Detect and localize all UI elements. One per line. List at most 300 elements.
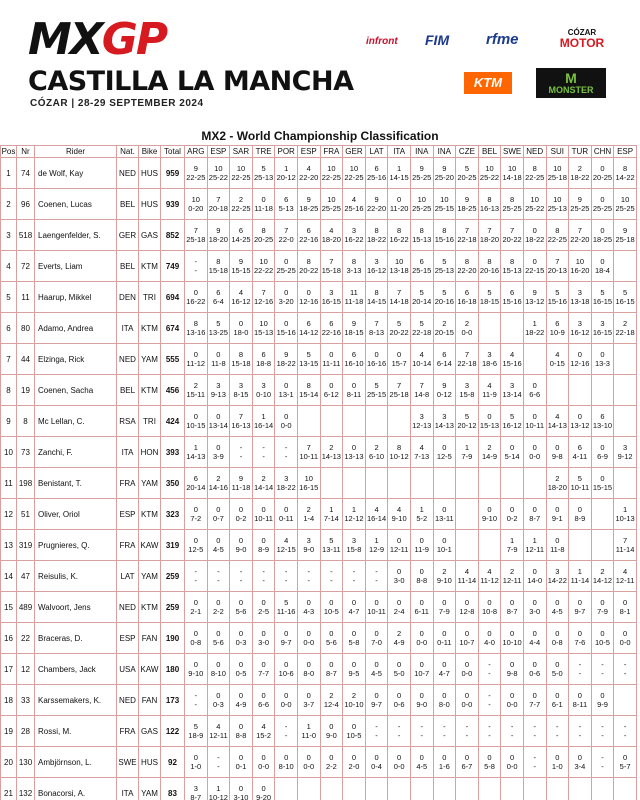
cell-round-result (501, 344, 524, 375)
cell-number: 96 (17, 189, 35, 220)
round-race-points: 10-7 (414, 669, 430, 678)
round-race-points: 25-25 (502, 204, 522, 213)
round-points: 8 (487, 257, 492, 266)
round-race-points: - (601, 731, 604, 740)
round-race-points: 16-10 (344, 359, 364, 368)
round-race-points: 20-22 (389, 328, 409, 337)
round-points: 0 (532, 567, 537, 576)
cell-rider: Rossi, M. (35, 716, 117, 747)
cell-round-result (523, 158, 546, 189)
round-points: 0 (306, 691, 311, 700)
cell-round-result (501, 189, 524, 220)
round-race-points: 16-15 (299, 483, 319, 492)
round-race-points: 12-12 (344, 514, 364, 523)
cell-round-result (569, 375, 592, 406)
round-race-points: 13-16 (186, 328, 206, 337)
round-points: 0 (284, 629, 289, 638)
cell-round-result (365, 778, 388, 800)
round-race-points: - (284, 452, 288, 461)
round-points: 3 (351, 536, 357, 545)
round-points: 8 (532, 164, 537, 173)
round-race-points: 15-16 (502, 297, 522, 306)
round-race-points: 25-22 (525, 204, 545, 213)
cell-position: 16 (1, 623, 17, 654)
table-row (1, 251, 637, 282)
round-race-points: 10-14 (412, 359, 432, 368)
round-race-points: 14-13 (186, 452, 206, 461)
cell-round-result (207, 499, 230, 530)
round-race-points: 9-13 (210, 390, 226, 399)
round-race-points: 2-5 (258, 607, 269, 616)
round-race-points: 25-15 (434, 204, 454, 213)
round-points: 0 (532, 505, 537, 514)
round-race-points: - (397, 731, 401, 740)
cell-round-result (252, 437, 275, 468)
round-points: 1 (329, 505, 334, 514)
cell-round-result (456, 468, 479, 499)
cell-round-result (478, 716, 501, 747)
round-points: 0 (442, 629, 447, 638)
round-race-points: 8-11 (572, 700, 588, 709)
round-points: 0 (374, 598, 379, 607)
cell-total: 259 (161, 561, 185, 592)
round-points: 8 (419, 226, 424, 235)
monster-logo-text: MONSTER (548, 85, 594, 95)
round-points: 2 (238, 195, 244, 204)
cell-round-result (207, 437, 230, 468)
round-race-points: 16-20 (570, 266, 590, 275)
round-race-points: 15-18 (321, 266, 341, 275)
cell-round-result (185, 654, 208, 685)
cell-round-result (478, 406, 501, 437)
cell-round-result (501, 251, 524, 282)
round-points: 0 (261, 536, 266, 545)
round-race-points: 0-20 (188, 204, 204, 213)
round-points: 3 (284, 474, 289, 483)
column-header: BEL (478, 146, 501, 158)
round-race-points: - (330, 576, 333, 585)
cell-round-result (569, 654, 592, 685)
cell-nationality: FRA (117, 530, 139, 561)
column-header: POR (275, 146, 298, 158)
round-points: 0 (532, 598, 537, 607)
cell-rider: Coenen, Lucas (35, 189, 117, 220)
round-race-points: 1-0 (551, 762, 563, 771)
round-race-points: 0-0 (506, 762, 518, 771)
cell-round-result (456, 530, 479, 561)
cell-total: 92 (161, 747, 185, 778)
round-points: 3 (306, 536, 311, 545)
column-header: CZE (456, 146, 479, 158)
round-points: 0 (532, 660, 537, 669)
round-race-points: 0-7 (212, 514, 224, 523)
table-row (1, 189, 637, 220)
cell-total: 83 (161, 778, 185, 800)
cell-round-result (365, 561, 388, 592)
round-points: 5 (193, 722, 198, 731)
cell-round-result (185, 251, 208, 282)
round-race-points: 10-11 (570, 483, 590, 492)
round-points: 0 (464, 691, 469, 700)
round-points: - (307, 567, 311, 576)
cell-position: 5 (1, 282, 17, 313)
round-points: 7 (397, 381, 402, 390)
round-race-points: - (375, 731, 378, 740)
round-race-points: 7-9 (438, 607, 450, 616)
cell-round-result (478, 561, 501, 592)
cell-round-result (207, 344, 230, 375)
cell-round-result (388, 406, 411, 437)
table-row (1, 685, 637, 716)
round-points: 2 (329, 443, 334, 452)
round-points: 4 (216, 722, 221, 731)
round-race-points: 18-4 (594, 266, 610, 275)
round-race-points: 9-7 (574, 607, 586, 616)
cell-round-result (297, 344, 320, 375)
cell-round-result (523, 189, 546, 220)
cell-position: 12 (1, 499, 17, 530)
round-race-points: 25-25 (592, 204, 613, 213)
column-header: Rider (35, 146, 117, 158)
table-row (1, 561, 637, 592)
cell-round-result (569, 623, 592, 654)
cell-round-result (569, 344, 592, 375)
round-race-points: 18-20 (479, 235, 500, 244)
round-points: 7 (193, 226, 198, 235)
cell-round-result (478, 313, 501, 344)
round-race-points: 9-8 (551, 452, 563, 461)
cell-round-result (591, 623, 614, 654)
round-race-points: 12-9 (369, 545, 385, 554)
cell-round-result (275, 654, 298, 685)
round-points: 4 (374, 505, 379, 514)
cell-round-result (207, 220, 230, 251)
round-race-points: 20-22 (502, 235, 522, 244)
cell-round-result (388, 158, 411, 189)
round-points: 9 (622, 226, 628, 235)
cell-round-result (185, 282, 208, 313)
cell-round-result (501, 375, 524, 406)
round-points: 0 (329, 350, 334, 359)
round-points: 4 (419, 350, 424, 359)
round-race-points: 11-14 (570, 576, 590, 585)
round-points: 0 (532, 629, 537, 638)
cell-round-result (388, 282, 411, 313)
column-header: TUR (569, 146, 592, 158)
round-points: 0 (193, 505, 198, 514)
cell-round-result (230, 778, 253, 800)
round-points: 0 (284, 691, 289, 700)
round-race-points: 5-6 (325, 638, 337, 647)
column-header: NED (523, 146, 546, 158)
round-race-points: 25-25 (412, 204, 432, 213)
round-race-points: 8-10 (210, 669, 226, 678)
round-race-points: 22-25 (344, 173, 364, 182)
round-points: 9 (374, 195, 379, 204)
round-points: - (397, 722, 401, 731)
cell-round-result (478, 499, 501, 530)
round-race-points: 10-13 (615, 514, 635, 523)
round-points: 8 (510, 257, 515, 266)
round-race-points: 14-0 (527, 576, 543, 585)
cell-round-result (614, 654, 637, 685)
round-points: 8 (442, 226, 447, 235)
round-points: 7 (555, 257, 560, 266)
cell-round-result (207, 406, 230, 437)
round-points: 0 (261, 660, 266, 669)
cell-round-result (297, 623, 320, 654)
cell-round-result (252, 220, 275, 251)
round-race-points: 14-22 (615, 173, 635, 182)
table-title: MX2 - World Championship Classification (201, 129, 439, 143)
round-points: - (239, 567, 243, 576)
cell-total: 424 (161, 406, 185, 437)
round-race-points: 5-14 (504, 452, 520, 461)
round-points: 2 (600, 567, 605, 576)
round-race-points: - (601, 669, 604, 678)
round-points: 0 (577, 753, 582, 762)
round-points: 7 (397, 288, 402, 297)
cell-round-result (591, 778, 614, 800)
round-points: - (488, 660, 491, 669)
round-points: 3 (238, 381, 244, 390)
round-points: 0 (464, 753, 469, 762)
round-race-points: - (510, 731, 514, 740)
round-race-points: 14-15 (366, 297, 387, 306)
cell-round-result (185, 189, 208, 220)
round-race-points: 6-7 (461, 762, 473, 771)
round-race-points: 13-12 (525, 297, 545, 306)
round-points: 0 (510, 598, 515, 607)
round-race-points: 4-9 (393, 638, 405, 647)
cell-round-result (275, 530, 298, 561)
cell-round-result (501, 561, 524, 592)
cell-bike: KTM (139, 375, 161, 406)
round-points: 6 (419, 257, 424, 266)
round-race-points: 0-0 (393, 762, 405, 771)
round-race-points: 18-22 (366, 235, 387, 244)
round-points: 0 (374, 691, 379, 700)
monster-logo-mark: M (565, 70, 577, 86)
cell-round-result (456, 220, 479, 251)
round-race-points: 25-18 (547, 173, 567, 182)
cell-round-result (297, 251, 320, 282)
cell-round-result (207, 189, 230, 220)
cell-round-result (410, 685, 433, 716)
cell-round-result (230, 468, 253, 499)
cell-nationality: ESP (117, 623, 139, 654)
cell-round-result (591, 654, 614, 685)
cell-round-result (433, 375, 456, 406)
round-race-points: 25-18 (615, 235, 635, 244)
round-race-points: - (578, 731, 582, 740)
round-points: 0 (238, 319, 244, 328)
cell-round-result (410, 468, 433, 499)
round-race-points: - (194, 700, 198, 709)
round-points: 4 (510, 350, 515, 359)
cell-round-result (207, 158, 230, 189)
cell-round-result (433, 313, 456, 344)
table-row (1, 499, 637, 530)
cell-round-result (230, 189, 253, 220)
round-points: 0 (351, 722, 357, 731)
cell-round-result (275, 685, 298, 716)
cell-round-result (546, 468, 569, 499)
cell-nationality: NED (117, 592, 139, 623)
round-race-points: - (375, 576, 378, 585)
round-points: 0 (193, 350, 198, 359)
round-points: 9 (238, 474, 244, 483)
round-race-points: 7-6 (574, 638, 586, 647)
cell-round-result (320, 220, 343, 251)
cell-round-result (501, 437, 524, 468)
cell-round-result (297, 561, 320, 592)
round-points: 1 (261, 412, 266, 421)
round-race-points: 8-9 (574, 514, 586, 523)
table-row (1, 375, 637, 406)
round-points: 2 (442, 319, 447, 328)
round-race-points: 25-18 (389, 390, 409, 399)
cell-round-result (614, 189, 637, 220)
cell-round-result (478, 530, 501, 561)
round-points: 1 (351, 505, 357, 514)
round-points: 5 (464, 412, 469, 421)
round-points: 8 (261, 226, 266, 235)
cell-round-result (410, 716, 433, 747)
cell-round-result (297, 716, 320, 747)
cell-round-result (275, 623, 298, 654)
round-race-points: 25-22 (208, 173, 228, 182)
cell-round-result (433, 158, 456, 189)
cell-round-result (591, 592, 614, 623)
round-points: 10 (530, 195, 539, 204)
round-race-points: 22-25 (231, 173, 251, 182)
round-race-points: 13-25 (208, 328, 228, 337)
cell-round-result (410, 623, 433, 654)
round-points: 0 (577, 598, 582, 607)
cell-position: 20 (1, 747, 17, 778)
round-points: 10 (620, 195, 630, 204)
round-race-points: 25-15 (412, 266, 432, 275)
cell-round-result (569, 189, 592, 220)
cell-number: 198 (17, 468, 35, 499)
round-race-points: 5-8 (348, 638, 360, 647)
round-race-points: 1-6 (438, 762, 450, 771)
round-race-points: 25-13 (434, 266, 454, 275)
cell-round-result (501, 313, 524, 344)
round-race-points: 8-7 (190, 793, 202, 800)
cell-round-result (546, 251, 569, 282)
round-points: 7 (510, 226, 515, 235)
cell-round-result (569, 716, 592, 747)
cell-round-result (320, 158, 343, 189)
round-race-points: 15-2 (256, 731, 272, 740)
round-race-points: - (623, 731, 627, 740)
cell-round-result (185, 623, 208, 654)
round-points: - (601, 722, 604, 731)
cell-nationality: LAT (117, 561, 139, 592)
round-race-points: 22-25 (525, 173, 545, 182)
cell-total: 319 (161, 530, 185, 561)
round-points: 5 (419, 319, 424, 328)
round-race-points: 15-8 (346, 545, 362, 554)
round-race-points: 20-25 (253, 235, 274, 244)
cell-round-result (343, 747, 366, 778)
cell-round-result (320, 778, 343, 800)
round-points: 1 (216, 784, 221, 793)
cell-round-result (297, 530, 320, 561)
cell-round-result (275, 592, 298, 623)
round-points: 0 (397, 691, 402, 700)
round-points: 4 (555, 350, 560, 359)
cell-round-result (252, 561, 275, 592)
round-points: 0 (351, 381, 357, 390)
cell-round-result (207, 561, 230, 592)
cell-bike: YAM (139, 468, 161, 499)
cell-round-result (569, 747, 592, 778)
cell-total: 674 (161, 313, 185, 344)
cell-round-result (546, 499, 569, 530)
cell-round-result (501, 623, 524, 654)
cell-round-result (388, 189, 411, 220)
round-points: 3 (487, 350, 492, 359)
cell-round-result (410, 313, 433, 344)
round-points: 0 (442, 660, 447, 669)
cell-round-result (614, 747, 637, 778)
cell-rider: Adamo, Andrea (35, 313, 117, 344)
cell-position: 3 (1, 220, 17, 251)
round-points: 0 (464, 629, 469, 638)
round-race-points: 20-14 (186, 483, 206, 492)
cell-round-result (207, 530, 230, 561)
cell-round-result (230, 406, 253, 437)
round-points: 0 (238, 660, 244, 669)
round-race-points: 4-3 (303, 607, 315, 616)
round-points: 5 (555, 288, 560, 297)
cell-round-result (252, 530, 275, 561)
round-points: 0 (351, 753, 357, 762)
round-race-points: 2-1 (190, 607, 202, 616)
round-race-points: 0-0 (303, 638, 315, 647)
round-points: 0 (238, 598, 244, 607)
round-race-points: 0-0 (303, 762, 315, 771)
cell-round-result (207, 716, 230, 747)
round-race-points: 4-0 (484, 638, 495, 647)
round-points: 8 (238, 350, 244, 359)
cell-round-result (320, 251, 343, 282)
cell-nationality: ITA (117, 313, 139, 344)
round-race-points: 13-11 (322, 545, 341, 554)
round-race-points: 15-15 (592, 483, 613, 492)
cell-round-result (614, 313, 637, 344)
cell-round-result (320, 592, 343, 623)
cell-round-result (185, 778, 208, 800)
cell-round-result (185, 406, 208, 437)
cell-round-result (523, 468, 546, 499)
cell-round-result (569, 778, 592, 800)
round-race-points: 13-1 (278, 390, 294, 399)
cell-round-result (614, 251, 637, 282)
cell-round-result (410, 654, 433, 685)
cell-round-result (365, 685, 388, 716)
round-race-points: 10-9 (549, 328, 565, 337)
cell-round-result (433, 468, 456, 499)
cell-round-result (320, 282, 343, 313)
round-points: 0 (532, 226, 537, 235)
cell-round-result (614, 344, 637, 375)
round-race-points: 6-14 (436, 359, 452, 368)
round-race-points: 11-16 (276, 607, 296, 616)
